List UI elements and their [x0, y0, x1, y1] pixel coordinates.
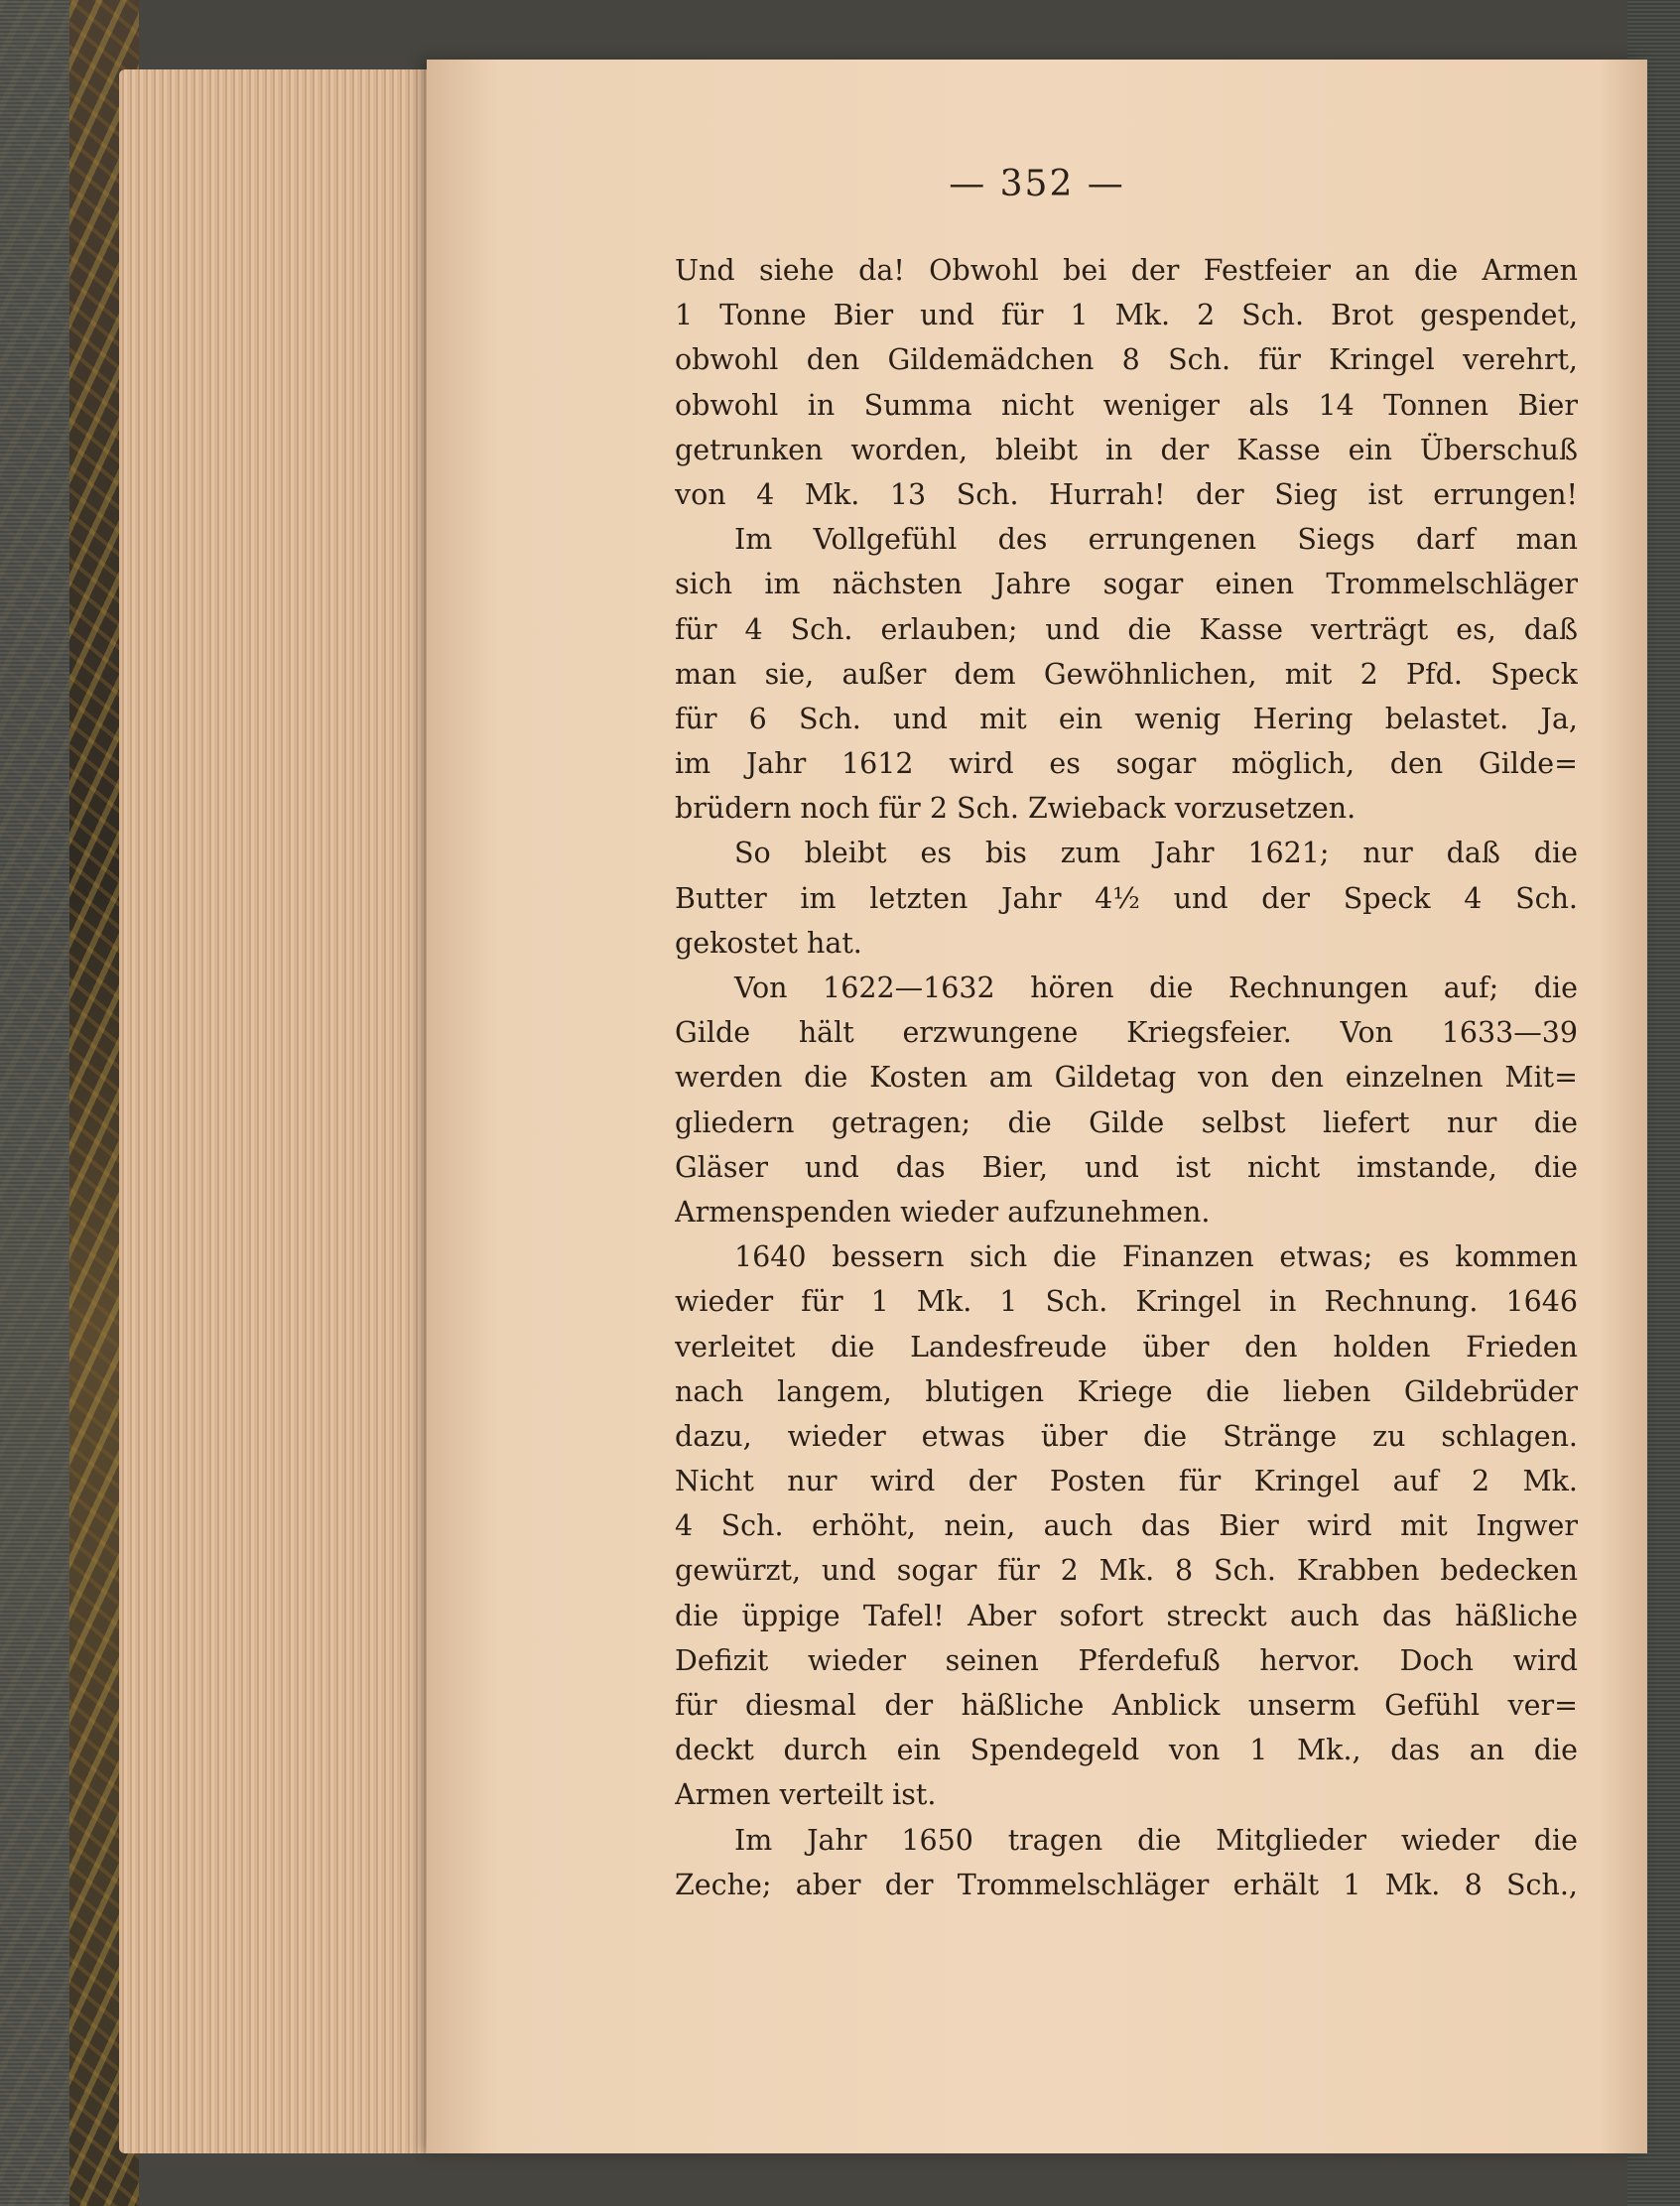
text-line: Im Jahr 1650 tragen die Mitglieder wieder die — [734, 1823, 1578, 1857]
text-line: verleitet die Landesfreude über den holden Frieden — [675, 1330, 1578, 1363]
text-line: gewürzt, und sogar für 2 Mk. 8 Sch. Krabben bedecken — [675, 1554, 1578, 1588]
text-line: Armenspenden wieder aufzunehmen. — [675, 1195, 1211, 1229]
text-line: für 4 Sch. erlauben; und die Kasse verträgt es, daß — [675, 612, 1578, 646]
text-line: Zeche; aber der Trommelschläger erhält 1 Mk. 8 Sch., — [675, 1868, 1578, 1901]
book-page — [427, 60, 1647, 2153]
text-line: werden die Kosten am Gildetag von den einzelnen Mit= — [675, 1061, 1578, 1095]
text-line: dazu, wieder etwas über die Stränge zu schlagen. — [675, 1419, 1578, 1453]
text-line: Und siehe da! Obwohl bei der Festfeier an die Armen — [675, 254, 1578, 287]
text-line: Gläser und das Bier, und ist nicht imstande, die — [675, 1150, 1578, 1184]
text-line: Gilde hält erzwungene Kriegsfeier. Von 1633—39 — [675, 1016, 1578, 1050]
text-line: für 6 Sch. und mit ein wenig Hering belastet. Ja, — [675, 702, 1578, 735]
text-line: 1640 bessern sich die Finanzen etwas; es kommen — [734, 1240, 1578, 1274]
text-line: von 4 Mk. 13 Sch. Hurrah! der Sieg ist errungen! — [675, 477, 1578, 511]
text-line: 1 Tonne Bier und für 1 Mk. 2 Sch. Brot gespendet, — [675, 299, 1578, 332]
page-block-edges — [119, 69, 456, 2153]
text-line: Butter im letzten Jahr 4½ und der Speck 4 Sch. — [675, 881, 1578, 915]
text-line: sich im nächsten Jahre sogar einen Trommelschläger — [675, 568, 1578, 601]
text-line: nach langem, blutigen Kriege die lieben Gildebrüder — [675, 1374, 1578, 1408]
text-line: wieder für 1 Mk. 1 Sch. Kringel in Rechnung. 1646 — [675, 1285, 1578, 1319]
text-line: 4 Sch. erhöht, nein, auch das Bier wird mit Ingwer — [675, 1509, 1578, 1543]
text-line: obwohl den Gildemädchen 8 Sch. für Kringel verehrt, — [675, 343, 1578, 377]
text-line: man sie, außer dem Gewöhnlichen, mit 2 Pfd. Speck — [675, 657, 1578, 691]
text-line: für diesmal der häßliche Anblick unserm Gefühl ver= — [675, 1689, 1578, 1722]
text-line: Nicht nur wird der Posten für Kringel auf 2 Mk. — [675, 1465, 1578, 1498]
text-line: Von 1622—1632 hören die Rechnungen auf; die — [734, 972, 1578, 1004]
text-line: Armen verteilt ist. — [675, 1778, 937, 1812]
text-line: Defizit wieder seinen Pferdefuß hervor. Doch wird — [675, 1643, 1578, 1677]
text-line: brüdern noch für 2 Sch. Zwieback vorzusetzen. — [675, 792, 1357, 826]
text-line: die üppige Tafel! Aber sofort streckt auch das häßliche — [675, 1599, 1578, 1632]
text-line: getrunken worden, bleibt in der Kasse ein Überschuß — [675, 433, 1578, 466]
text-line: gekostet hat. — [675, 926, 862, 960]
cloth-spine — [0, 0, 69, 2206]
body-text — [675, 248, 1578, 1907]
text-line: gliedern getragen; die Gilde selbst liefert nur die — [675, 1105, 1578, 1139]
text-line: obwohl in Summa nicht weniger als 14 Tonnen Bier — [675, 388, 1578, 422]
text-line: im Jahr 1612 wird es sogar möglich, den Gilde= — [675, 747, 1578, 781]
text-line: So bleibt es bis zum Jahr 1621; nur daß die — [734, 837, 1578, 870]
text-line: deckt durch ein Spendegeld von 1 Mk., das an die — [675, 1734, 1578, 1767]
page-number: — 352 — — [949, 164, 1125, 204]
text-line: Im Vollgefühl des errungenen Siegs darf man — [734, 523, 1578, 557]
